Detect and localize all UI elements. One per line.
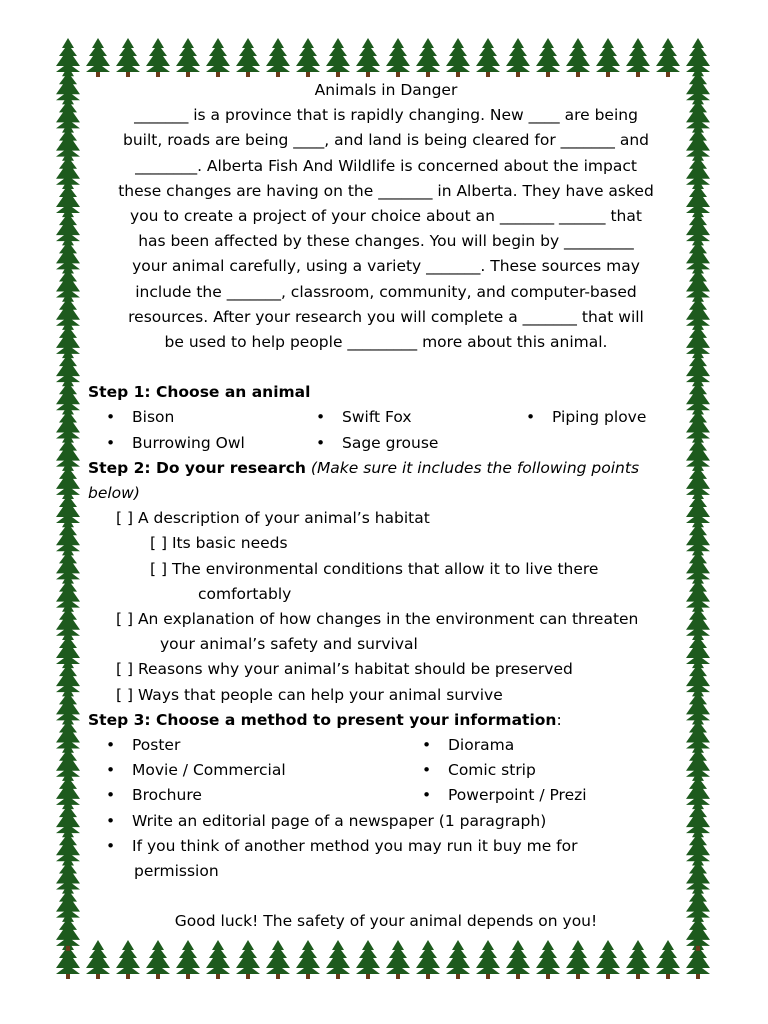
list-item: • Movie / Commercial — [106, 761, 286, 780]
tree-icon — [446, 940, 470, 979]
step1-title: Choose an animal — [155, 383, 311, 402]
step3-heading: Step 3: Choose a method to present your information: — [88, 710, 562, 729]
tree-icon — [536, 940, 560, 979]
tree-icon — [116, 38, 140, 77]
intro-line: your animal carefully, using a variety _______. These sources may — [132, 257, 640, 276]
step3-label: Step 3 — [88, 710, 145, 729]
tree-icon — [236, 940, 260, 979]
checklist-item-cont: comfortably — [198, 584, 292, 603]
tree-icon — [566, 38, 590, 77]
tree-icon — [296, 38, 320, 77]
animal-list — [88, 405, 684, 455]
step2-note-cont: below) — [88, 484, 140, 503]
tree-icon — [506, 38, 530, 77]
intro-line: include the _______, classroom, community, and computer-based — [135, 282, 637, 301]
checklist-item: [ ] The environmental conditions that allow it to live there — [150, 559, 599, 578]
intro-paragraph — [88, 103, 684, 355]
tree-icon — [356, 940, 380, 979]
list-item: • Sage grouse — [316, 433, 439, 452]
checklist-item: [ ] Its basic needs — [150, 534, 288, 553]
tree-icon — [296, 940, 320, 979]
tree-icon — [176, 38, 200, 77]
list-item: • Swift Fox — [316, 408, 412, 427]
list-item-cont: permission — [134, 861, 219, 880]
list-item: • Poster — [106, 736, 181, 755]
tree-icon — [656, 940, 680, 979]
tree-icon — [626, 38, 650, 77]
checklist-item: [ ] Reasons why your animal’s habitat should be preserved — [116, 660, 573, 679]
tree-icon — [236, 38, 260, 77]
list-item: • Diorama — [422, 736, 515, 755]
list-item: • Write an editorial page of a newspaper (1 paragraph) — [106, 811, 547, 830]
list-item: • Piping plove — [526, 408, 647, 427]
tree-icon — [446, 38, 470, 77]
tree-icon — [326, 38, 350, 77]
method-list — [88, 733, 684, 884]
step2-heading: Step 2: Do your research (Make sure it includes the following points — [88, 458, 640, 477]
tree-icon — [626, 940, 650, 979]
tree-icon — [686, 912, 710, 951]
tree-icon — [116, 940, 140, 979]
tree-icon — [386, 940, 410, 979]
tree-icon — [146, 940, 170, 979]
tree-icon — [596, 38, 620, 77]
tree-icon — [506, 940, 530, 979]
tree-icon — [386, 38, 410, 77]
step1-heading: Step 1: Choose an animal — [88, 383, 311, 402]
checklist-item: [ ] Ways that people can help your animal survive — [116, 685, 503, 704]
checklist-item-cont: your animal’s safety and survival — [160, 635, 418, 654]
tree-icon — [416, 940, 440, 979]
tree-icon — [206, 940, 230, 979]
tree-icon — [476, 940, 500, 979]
tree-icon — [266, 940, 290, 979]
tree-icon — [206, 38, 230, 77]
list-item: • If you think of another method you may run it buy me for — [106, 836, 578, 855]
checklist-item: [ ] A description of your animal’s habitat — [116, 509, 430, 528]
intro-line: resources. After your research you will complete a _______ that will — [128, 307, 644, 326]
tree-icon — [266, 38, 290, 77]
tree-icon — [656, 38, 680, 77]
tree-icon — [416, 38, 440, 77]
tree-icon — [536, 38, 560, 77]
closing-message: Good luck! The safety of your animal depends on you! — [174, 912, 598, 931]
tree-icon — [356, 38, 380, 77]
step3-title: Choose a method to present your information — [155, 710, 557, 729]
intro-line: be used to help people _________ more about this animal. — [164, 333, 608, 352]
list-item: • Burrowing Owl — [106, 433, 245, 452]
intro-line: _______ is a province that is rapidly changing. New ____ are being — [134, 106, 638, 125]
step2-note: (Make sure it includes the following points — [310, 458, 640, 477]
intro-line: these changes are having on the _______ in Alberta. They have asked — [118, 181, 654, 200]
intro-line: has been affected by these changes. You will begin by _________ — [138, 232, 634, 251]
tree-icon — [596, 940, 620, 979]
step2-label: Step 2 — [88, 458, 145, 477]
step1-label: Step 1 — [88, 383, 145, 402]
tree-icon — [326, 940, 350, 979]
intro-line: ________. Alberta Fish And Wildlife is concerned about the impact — [135, 156, 637, 175]
tree-icon — [176, 940, 200, 979]
page-title: Animals in Danger — [314, 81, 458, 99]
list-item: • Bison — [106, 408, 175, 427]
step2-title: Do your research — [155, 458, 306, 477]
tree-icon — [476, 38, 500, 77]
list-item: • Comic strip — [422, 761, 536, 780]
intro-line: you to create a project of your choice about an _______ ______ that — [130, 207, 642, 226]
intro-line: built, roads are being ____, and land is being cleared for _______ and — [122, 131, 650, 150]
tree-icon — [86, 940, 110, 979]
worksheet — [88, 78, 684, 934]
list-item: • Brochure — [106, 786, 202, 805]
tree-icon — [86, 38, 110, 77]
tree-icon — [146, 38, 170, 77]
list-item: • Powerpoint / Prezi — [422, 786, 587, 805]
tree-icon — [566, 940, 590, 979]
checklist-item: [ ] An explanation of how changes in the environment can threaten — [116, 610, 639, 629]
tree-icon — [56, 912, 80, 951]
